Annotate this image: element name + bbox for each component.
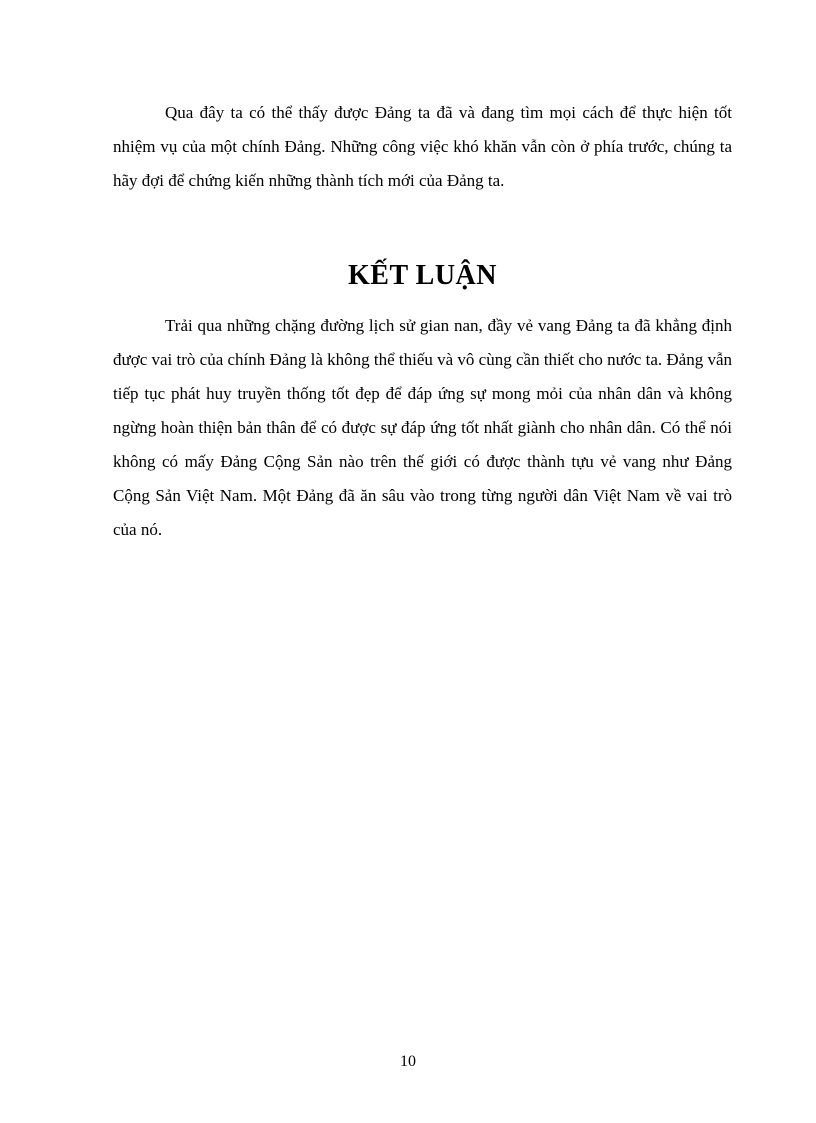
conclusion-paragraph: Trải qua những chặng đường lịch sử gian nan, đầy vẻ vang Đảng ta đã khẳng định được vai trò của chính Đảng là không thể thiếu và vô cùng cần thiết cho nước ta. Đảng vẫn tiếp tục phát huy truyền thống tốt đẹp để đáp ứng sự mong mỏi của nhân dân và không ngừng hoàn thiện bản thân để có được sự đáp ứng tốt nhất giành cho nhân dân. Có thể nói không có mấy Đảng Cộng Sản nào trên thế giới có được thành tựu vẻ vang như Đảng Cộng Sản Việt Nam. Một Đảng đã ăn sâu vào trong từng người dân Việt Nam về vai trò của nó.	[113, 316, 732, 539]
conclusion-section	[113, 309, 732, 547]
intro-section	[113, 96, 732, 198]
page-number: 10	[400, 1053, 416, 1070]
section-heading: KẾT LUẬN	[348, 260, 497, 291]
intro-paragraph: Qua đây ta có thể thấy được Đảng ta đã và đang tìm mọi cách để thực hiện tốt nhiệm vụ của một chính Đảng. Những công việc khó khăn vẫn còn ở phía trước, chúng ta hãy đợi để chứng kiến những thành tích mới của Đảng ta.	[113, 103, 732, 190]
